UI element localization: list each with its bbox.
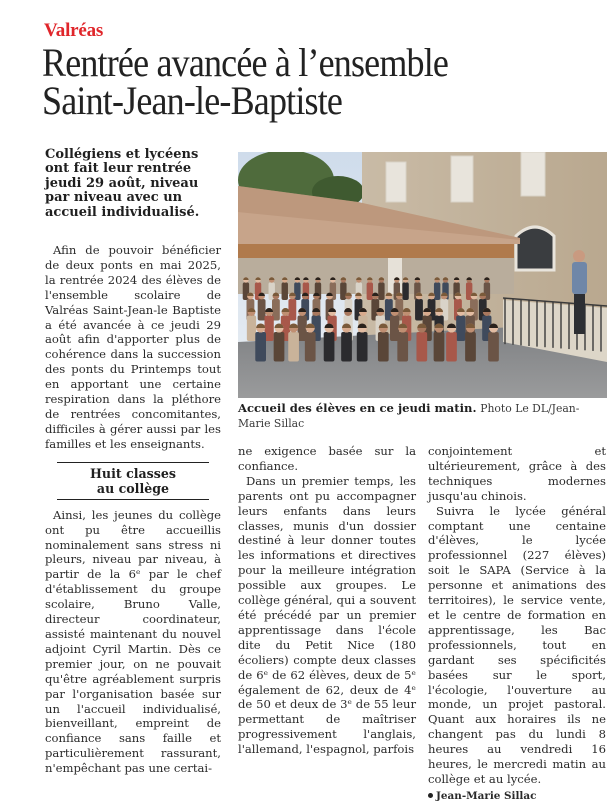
person xyxy=(397,323,408,361)
person xyxy=(415,293,423,321)
person xyxy=(434,323,445,361)
photo-caption xyxy=(238,401,608,431)
body-paragraph: Suivra le lycée général comptant une centaine d'élèves, le lycée professionnel (227 élèves) soit le SAPA (Service à la personne et animations des territoires), le service vente, et le centre de formation en apprentissage, les Bac professionnels, tout en gardant ses spécificités basées sur le sport, l'écologie, l'ouverture au monde, un projet pastoral. Quant aux horaires ils ne changent pas du lundi 8 heures au vendredi 16 heures, le mercredi matin au collège et au lycée. xyxy=(428,503,606,786)
article-column-left xyxy=(45,148,221,776)
article-lede: Collégiens et lycéens ont fait leur rentrée jeudi 29 août, niveau par niveau avec un accueil individualisé. xyxy=(45,147,200,220)
subhead xyxy=(57,462,209,500)
person xyxy=(288,323,299,361)
person xyxy=(341,323,352,361)
subhead-line-1: Huit classes xyxy=(90,465,176,481)
window xyxy=(386,162,406,202)
article-column-middle xyxy=(238,444,416,757)
person xyxy=(378,323,389,361)
body-paragraph: conjointement et ultérieurement, grâce à des techniques modernes jusqu'au chinois. xyxy=(428,444,606,503)
person xyxy=(324,323,335,361)
body-paragraph: Dans un premier temps, les parents ont pu accompagner leurs enfants dans leurs classes, munis d'un dossier destiné à leur donner toutes les informations et directives pour la meilleure intégration possible aux groupes. Le collège général, qui a souvent été précédé par un premier apprentissage dans l'école dite du Petit Nice (180 écoliers) compte deux classes de 6ᵉ de 62 élèves, deux de 5ᵉ également de 62, deux de 4ᵉ de 50 et deux de 3ᵉ de 55 leur permettant de maîtriser progressivement l'anglais, l'allemand, l'espagnol, parfois xyxy=(238,473,416,757)
speaker xyxy=(572,250,587,334)
headline-line-1: Rentrée avancée à l’ensemble xyxy=(42,40,449,85)
bullet-icon xyxy=(428,793,433,798)
covered-walkway xyxy=(238,258,514,294)
person xyxy=(274,323,285,361)
window xyxy=(521,152,545,196)
caption-text: Accueil des élèves en ce jeudi matin. xyxy=(238,401,477,415)
person xyxy=(258,293,266,321)
person xyxy=(434,277,440,300)
byline-author: Jean-Marie Sillac xyxy=(436,789,537,802)
article-intro: Afin de pouvoir bénéficier de deux ponts en mai 2025, la rentrée 2024 des élèves de l'ensemble scolaire de Valréas Saint-Jean-le Baptiste a été avancée à ce jeudi 29 août afin d'apporter plus de cohérence dans la succession des ponts du Printemps tout en apportant une certaine respiration dans la pléthore de rentrées concomitantes, difficiles à gérer aussi par les familles et les enseignants. xyxy=(45,243,221,451)
roof-beam xyxy=(238,244,514,258)
person xyxy=(456,308,465,341)
window xyxy=(451,156,473,202)
photo-illustration xyxy=(238,152,607,398)
person xyxy=(255,323,266,361)
person xyxy=(488,323,499,361)
byline xyxy=(428,789,606,804)
body-paragraph: Ainsi, les jeunes du collège ont pu être accueillis nominalement sans stress ni pleurs, niveau par niveau, à partir de la 6ᵉ par le chef d'établissement du groupe scolaire, Bruno Valle, directeur coordinateur, assisté maintenant du nouvel adjoint Cyril Martin. Dès ce premier jour, on ne pouvait qu'être agréablement surpris par l'organisation basée sur un l'accueil individualisé, bienveillant, empreint de confiance sans faille et particulièrement rassurant, n'empêchant pas une certai- xyxy=(45,507,221,776)
person xyxy=(446,323,457,361)
person xyxy=(357,323,368,361)
person xyxy=(282,277,288,300)
article-photo xyxy=(238,152,607,398)
arched-door xyxy=(516,227,554,270)
body-paragraph: ne exigence basée sur la confiance. xyxy=(238,444,416,473)
person xyxy=(378,277,384,300)
article-headline xyxy=(42,40,546,123)
person xyxy=(465,323,476,361)
article-column-right xyxy=(428,444,606,804)
person xyxy=(416,323,427,361)
subhead-line-2: au collège xyxy=(96,480,170,496)
person xyxy=(305,323,316,361)
person xyxy=(247,308,256,341)
section-kicker: Valréas xyxy=(44,20,104,41)
headline-line-2: Saint-Jean-le-Baptiste xyxy=(42,78,343,123)
person xyxy=(402,277,408,300)
photo-credit: Photo Le DL/Jean-Marie Sillac xyxy=(238,402,580,430)
